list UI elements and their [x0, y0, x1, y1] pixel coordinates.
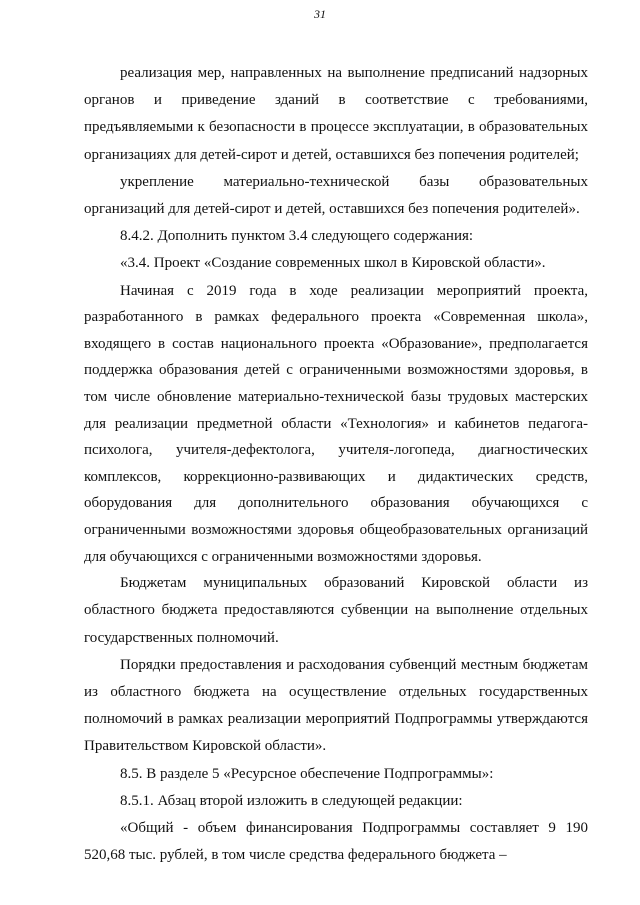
paragraph-4: «3.4. Проект «Создание современных школ в Кировской области».: [120, 255, 546, 272]
document-body: [84, 60, 588, 869]
paragraph-2: укрепление материально-технической базы образовательных организаций для детей-сирот и детей, оставшихся без попечения родителей».: [84, 173, 588, 218]
paragraph-7: Порядки предоставления и расходования субвенций местным бюджетам из областного бюджета на осуществление отдельных государственных полномочий в рамках реализации мероприятий Подпрограммы утверждаются Правительством Кировской области».: [84, 656, 588, 755]
paragraph-1: реализация мер, направленных на выполнение предписаний надзорных органов и приведение зданий в соответствие с требованиями, предъявляемыми к безопасности в процессе эксплуатации, в образовательных организациях для детей-сирот и детей, оставшихся без попечения родителей;: [84, 65, 588, 163]
paragraph-5: Начиная с 2019 года в ходе реализации мероприятий проекта, разработанного в рамках федерального проекта «Современная школа», входящего в состав национального проекта «Образование», предполагается поддержка образования детей с ограниченными возможностями здоровья, в том числе обновление материально-технической базы трудовых мастерских для реализации предметной области «Технология» и кабинетов педагога-психолога, учителя-дефектолога, учителя-логопеда, диагностических комплексов, коррекционно-развивающих и дидактических средств, оборудования для дополнительного образования обучающихся с ограниченными возможностями здоровья общеобразовательных организаций для обучающихся с ограниченными возможностями здоровья.: [84, 282, 588, 565]
paragraph-10: «Общий - объем финансирования Подпрограммы составляет 9 190 520,68 тыс. рублей, в том числе средства федерального бюджета –: [84, 819, 588, 864]
paragraph-3: 8.4.2. Дополнить пунктом 3.4 следующего содержания:: [120, 228, 474, 245]
paragraph-6: Бюджетам муниципальных образований Кировской области из областного бюджета предоставляются субвенции на выполнение отдельных государственных полномочий.: [84, 575, 588, 646]
page-number: 31: [314, 7, 326, 21]
paragraph-9: 8.5.1. Абзац второй изложить в следующей редакции:: [120, 792, 463, 809]
paragraph-8: 8.5. В разделе 5 «Ресурсное обеспечение Подпрограммы»:: [120, 765, 494, 782]
